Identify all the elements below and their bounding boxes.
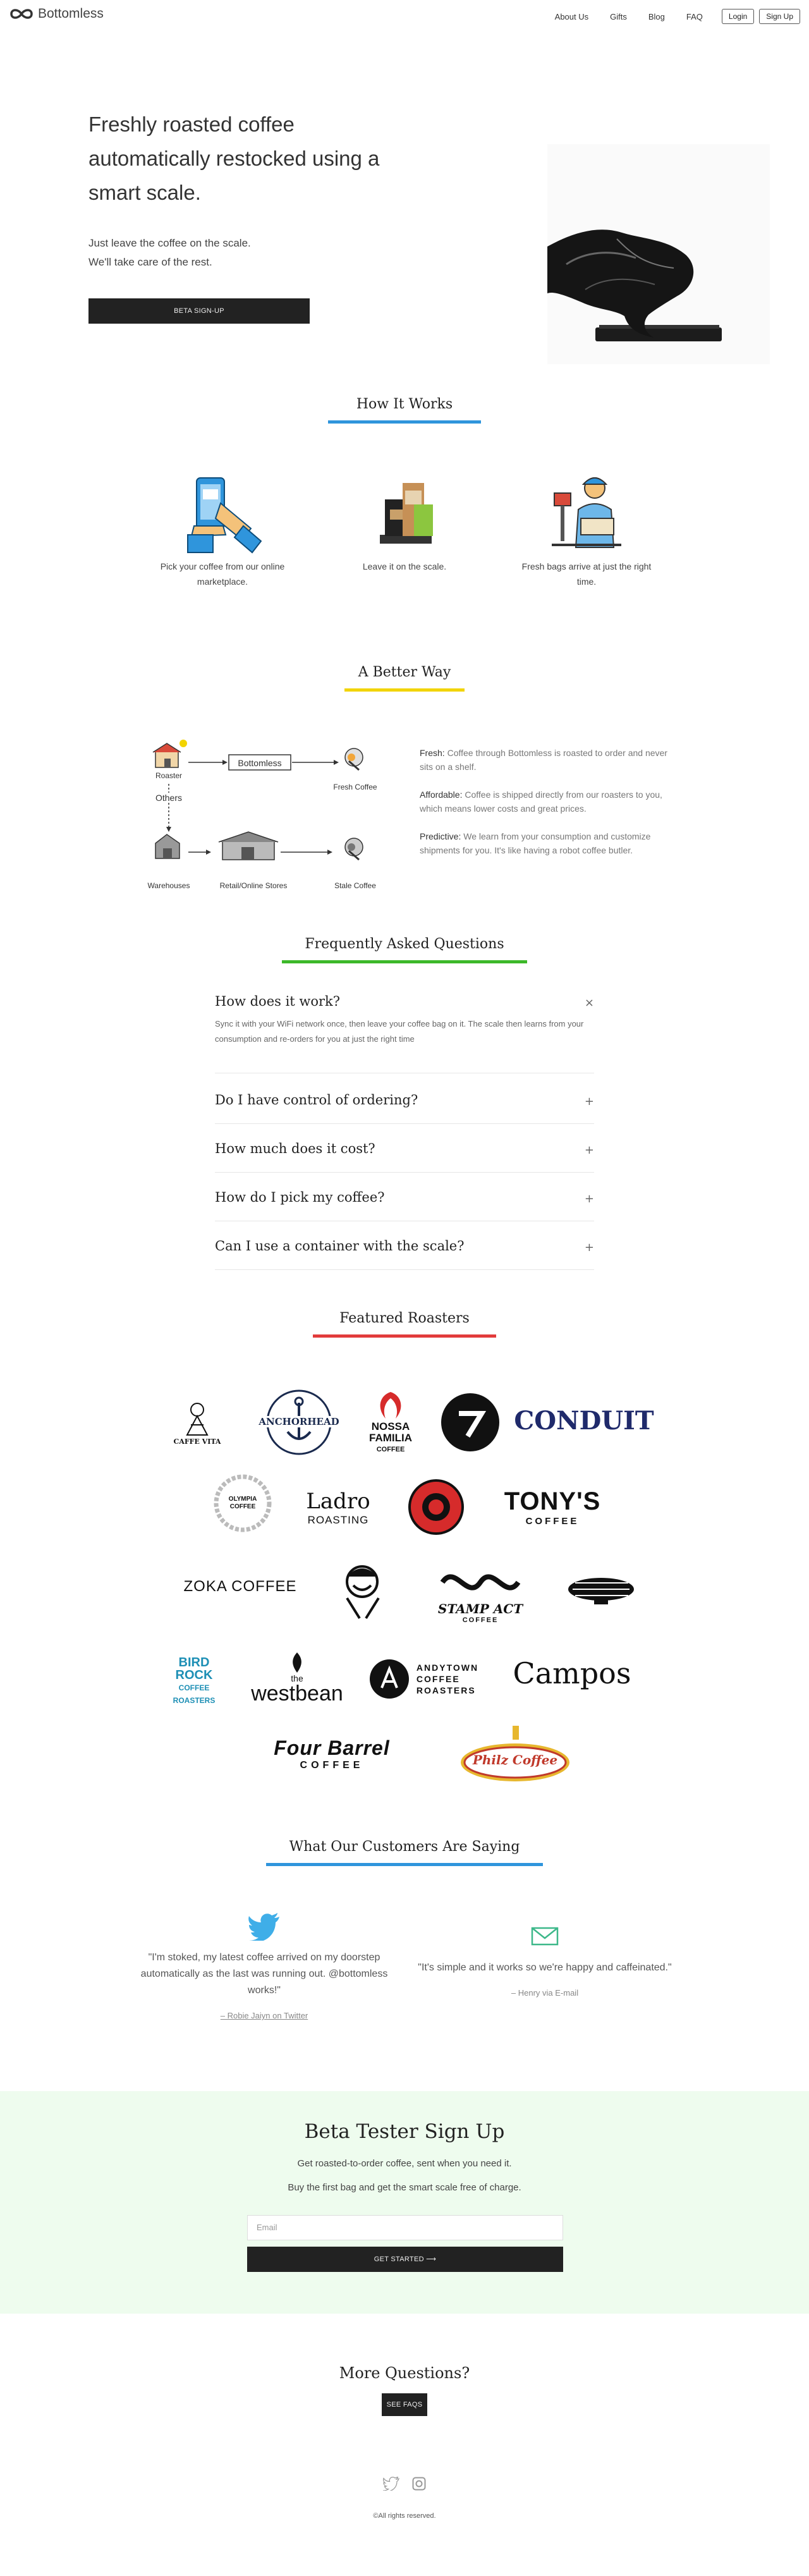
how-step-pick (153, 465, 292, 589)
stamp-act-sub: COFFEE (462, 1616, 499, 1624)
roaster-logo-philz[interactable] (455, 1724, 575, 1788)
mail-carrier-icon (545, 465, 628, 554)
nav-blog[interactable]: Blog (648, 11, 665, 21)
four-barrel-name: Four Barrel (274, 1736, 390, 1759)
four-barrel-sub: COFFEE (300, 1759, 364, 1771)
faq-question-1: How does it work? (215, 994, 341, 1009)
testimonials-title: What Our Customers Are Saying (289, 1839, 520, 1855)
bird-rock-sub: COFFEE ROASTERS (173, 1683, 216, 1705)
beta-line-2: Buy the first bag and get the smart scale free of charge. (288, 2182, 521, 2193)
diagram-stale-label: Stale Coffee (334, 881, 376, 890)
nossa-familia-emblem-icon (373, 1389, 408, 1421)
footer-twitter-icon[interactable] (383, 2477, 399, 2491)
faq-item-3[interactable] (215, 1141, 594, 1173)
roaster-logo-olympia[interactable] (212, 1473, 273, 1534)
westbean-the: the (291, 1673, 303, 1683)
faq-item-5[interactable] (215, 1238, 594, 1270)
nossa-line-3: COFFEE (376, 1446, 405, 1453)
roaster-logo-nossa-familia[interactable] (359, 1384, 422, 1460)
twitter-icon (248, 1913, 281, 1941)
brand-logo[interactable] (9, 6, 104, 21)
beta-title: Beta Tester Sign Up (304, 2120, 505, 2143)
see-faqs-button[interactable]: SEE FAQS (382, 2393, 427, 2416)
ladro-sub: ROASTING (307, 1514, 369, 1526)
stamp-act-name: STAMP ACT (437, 1601, 523, 1616)
heading-underline (282, 960, 527, 963)
nav-faq[interactable]: FAQ (686, 11, 703, 21)
roaster-logo-red-circle[interactable] (407, 1478, 465, 1536)
faq-question-4: How do I pick my coffee? (215, 1190, 385, 1205)
testimonial-2 (412, 1927, 678, 2001)
roaster-logo-tonys[interactable] (496, 1482, 609, 1532)
roaster-logo-conduit[interactable]: CONDUIT (514, 1405, 654, 1436)
faq-item-2[interactable] (215, 1092, 594, 1124)
roaster-logo-anchorhead[interactable] (258, 1384, 340, 1460)
signup-button[interactable]: Sign Up (759, 9, 800, 24)
hero-subtitle-line-1: Just leave the coffee on the scale. (88, 237, 251, 249)
heading-underline (328, 420, 481, 424)
tonys-sub: COFFEE (525, 1516, 580, 1527)
benefit-predictive (420, 829, 672, 857)
beta-line-1: Get roasted-to-order coffee, sent when you need it. (297, 2158, 512, 2169)
nav-links (555, 9, 800, 24)
heading-underline (266, 1863, 543, 1866)
roaster-logo-seven[interactable] (439, 1391, 502, 1454)
faq-question-3: How much does it cost? (215, 1141, 375, 1156)
how-it-works-heading (328, 389, 481, 424)
caffe-vita-name: CAFFE VITA (173, 1437, 221, 1446)
testimonial-1-quote: "I'm stoked, my latest coffee arrived on my doorstep automatically as the last was running out. @bottomless works!" (140, 1952, 388, 1996)
benefit-affordable (420, 788, 672, 815)
diagram-others-label: Others (155, 793, 182, 803)
plus-icon[interactable]: + (584, 1241, 594, 1254)
testimonial-1-author[interactable]: – Robie Jaiyn on Twitter (220, 2011, 308, 2020)
andytown-line-1: ANDYTOWN (416, 1663, 479, 1673)
close-icon[interactable]: × (584, 996, 594, 1010)
plus-icon[interactable]: + (584, 1095, 594, 1108)
westbean-name: westbean (251, 1682, 343, 1706)
roasters-title: Featured Roasters (339, 1310, 470, 1326)
login-button[interactable]: Login (722, 9, 754, 24)
faq-question-2: Do I have control of ordering? (215, 1092, 418, 1108)
plus-icon[interactable]: + (584, 1192, 594, 1206)
smart-scale-image (547, 144, 770, 364)
benefit-fresh-label: Fresh: (420, 748, 445, 758)
nossa-line-1: NOSSA (371, 1420, 410, 1432)
roaster-logo-bird-rock[interactable] (159, 1656, 229, 1707)
roaster-logo-andytown[interactable] (367, 1655, 480, 1703)
roasters-heading (313, 1303, 496, 1338)
testimonial-2-quote: "It's simple and it works so we're happy and caffeinated." (418, 1962, 672, 1973)
roaster-logo-stamp-act[interactable] (430, 1559, 531, 1628)
hero-subtitle (88, 234, 251, 272)
how-step-scale (335, 465, 474, 574)
nossa-line-2: FAMILIA (369, 1432, 412, 1444)
heading-underline (313, 1334, 496, 1338)
tonys-name: TONY'S (504, 1487, 601, 1515)
envelope-icon (531, 1927, 559, 1946)
benefit-predictive-label: Predictive: (420, 831, 461, 841)
diagram-warehouses-label: Warehouses (147, 881, 190, 890)
hero-subtitle-line-2: We'll take care of the rest. (88, 256, 212, 268)
roaster-logo-zoka[interactable]: ZOKA COFFEE (183, 1578, 297, 1595)
footer-instagram-icon[interactable] (412, 2477, 426, 2491)
benefit-affordable-label: Affordable: (420, 790, 463, 800)
roaster-logo-four-barrel[interactable] (259, 1730, 404, 1778)
how-step-deliver (517, 465, 656, 589)
testimonials-heading (266, 1832, 543, 1866)
how-step-pick-text: Pick your coffee from our online marketplace. (160, 561, 285, 587)
benefit-fresh (420, 746, 672, 774)
hero-title: Freshly roasted coffee automatically restocked using a smart scale. (88, 113, 380, 204)
testimonial-2-author: – Henry via E-mail (511, 1988, 579, 1998)
olympia-name: OLYMPIA COFFEE (228, 1496, 257, 1510)
diagram-roaster-label: Roaster (155, 771, 183, 780)
better-way-title: A Better Way (358, 664, 451, 680)
heading-underline (344, 688, 465, 692)
diagram-fresh-label: Fresh Coffee (333, 783, 377, 791)
brand-name: Bottomless (38, 6, 104, 21)
get-started-button[interactable]: GET STARTED ⟶ (247, 2247, 563, 2272)
faq-item-1[interactable] (215, 994, 594, 1073)
faq-item-4[interactable] (215, 1190, 594, 1221)
andytown-line-2: COFFEE (416, 1674, 460, 1684)
faq-title: Frequently Asked Questions (305, 936, 504, 952)
how-it-works-title: How It Works (356, 396, 453, 412)
footer-copyright: ©All rights reserved. (373, 2512, 436, 2520)
nav-about-us[interactable]: About Us (554, 11, 589, 21)
top-nav (0, 0, 809, 33)
faq-question-5: Can I use a container with the scale? (215, 1238, 465, 1254)
email-input[interactable]: Email (247, 2215, 563, 2240)
beta-signup-section (0, 2091, 809, 2314)
plus-icon[interactable]: + (584, 1144, 594, 1157)
diagram-bottomless-label: Bottomless (238, 758, 282, 768)
andytown-line-3: ROASTERS (416, 1685, 476, 1695)
caffe-vita-emblem-icon (178, 1400, 216, 1438)
testimonial-1 (131, 1913, 397, 2024)
roaster-logo-blimp[interactable] (566, 1575, 636, 1606)
better-way-heading (344, 657, 465, 692)
nav-gifts[interactable]: Gifts (610, 11, 627, 21)
philz-name: Philz Coffee (472, 1752, 558, 1767)
anchorhead-name: ANCHORHEAD (259, 1416, 339, 1427)
serpent-icon (436, 1563, 525, 1601)
benefit-predictive-text: We learn from your consumption and customize shipments for you. It's like having a robot coffee butler. (420, 831, 651, 855)
roaster-logo-westbean[interactable] (246, 1646, 348, 1709)
benefit-affordable-text: Coffee is shipped directly from our roasters to you, which means lower costs and great prices. (420, 790, 662, 814)
roaster-logo-character[interactable] (331, 1559, 394, 1622)
benefit-fresh-text: Coffee through Bottomless is roasted to order and never sits on a shelf. (420, 748, 667, 772)
roaster-logo-caffe-vita[interactable] (166, 1384, 229, 1460)
diagram-retail-label: Retail/Online Stores (219, 881, 288, 890)
supply-chain-diagram (134, 732, 399, 896)
roaster-logo-campos[interactable]: Campos (513, 1656, 631, 1690)
how-step-deliver-text: Fresh bags arrive at just the right time. (521, 561, 652, 587)
bird-rock-name: BIRD ROCK (175, 1656, 213, 1682)
coffee-bag-scale-icon (363, 465, 446, 554)
phone-hand-icon (181, 465, 264, 554)
how-step-scale-text: Leave it on the scale. (362, 561, 447, 571)
faq-answer-1: Sync it with your WiFi network once, then leave your coffee bag on it. The scale then learns from your consumption and re-orders for you at just the right time (215, 1019, 584, 1044)
ladro-name: Ladro (306, 1489, 370, 1514)
beta-signup-button[interactable]: BETA SIGN-UP (88, 298, 310, 324)
more-questions-title: More Questions? (339, 2364, 470, 2382)
faq-heading (282, 929, 527, 963)
flame-icon (288, 1651, 307, 1674)
infinity-icon (9, 8, 34, 20)
roaster-logo-ladro[interactable] (297, 1479, 379, 1536)
